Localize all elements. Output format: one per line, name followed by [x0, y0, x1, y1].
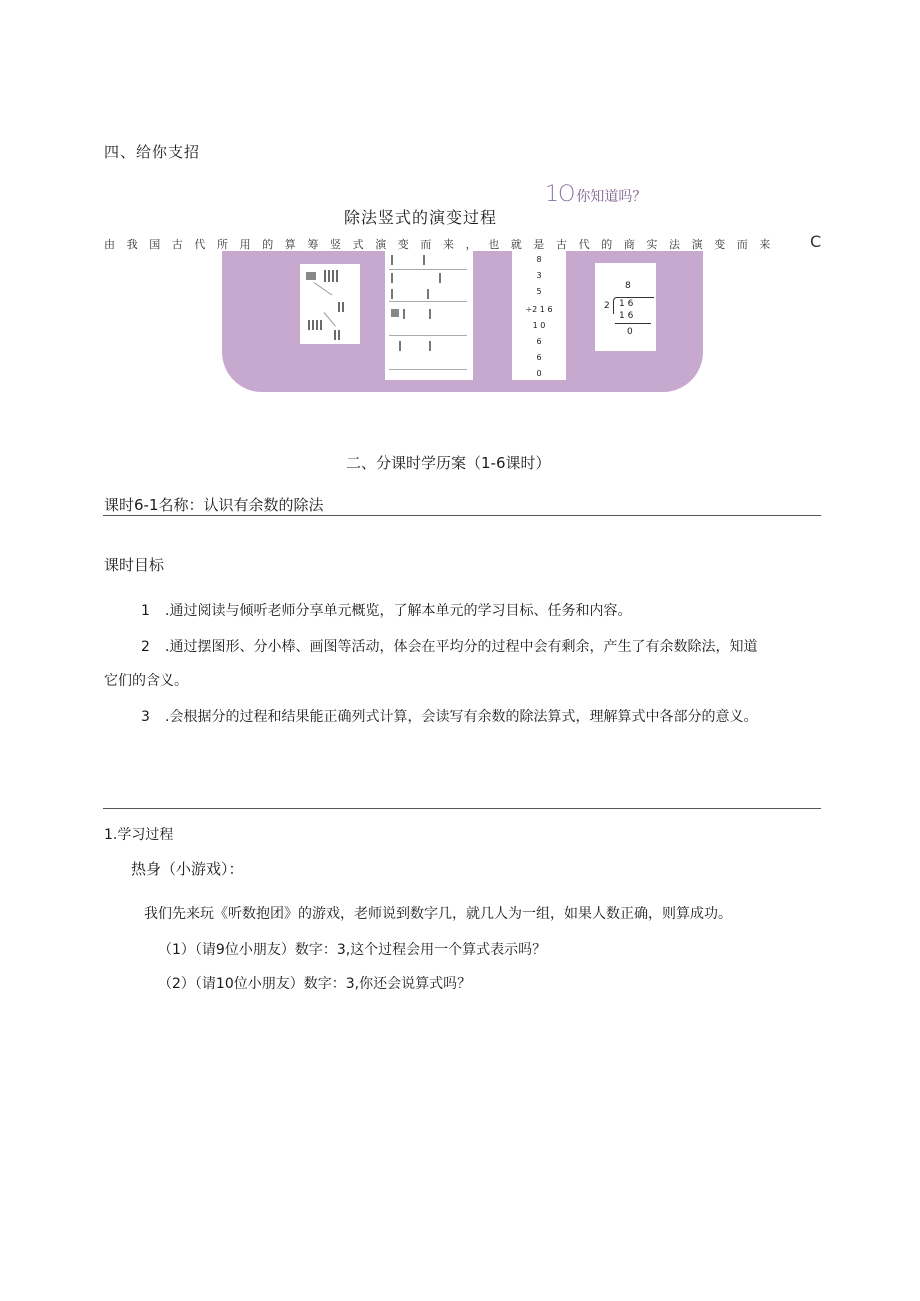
rods-row	[391, 289, 429, 299]
product: 1 6	[619, 311, 634, 321]
divider	[389, 369, 467, 370]
rod-icon	[328, 270, 330, 282]
divider	[389, 301, 467, 302]
goal-item-3	[141, 706, 757, 726]
divider	[103, 515, 821, 516]
rods-row	[399, 341, 431, 351]
figure-caption-end: C	[810, 232, 822, 251]
remainder: 0	[627, 327, 633, 337]
rod-icon	[336, 270, 338, 282]
badge-prefix: 1O	[545, 182, 575, 207]
counting-rods-card-1	[300, 264, 360, 344]
rod-icon	[391, 309, 399, 317]
form-line: ÷2 1 6	[525, 305, 553, 314]
figure-title: 除法竖式的演变过程	[344, 208, 498, 227]
form-line: 6	[536, 353, 542, 362]
lesson-title: 课时6-1名称：认识有余数的除法	[104, 496, 324, 514]
divider	[389, 335, 467, 336]
learning-process-title: 1.学习过程	[104, 827, 174, 843]
figure-caption: 由我国古代所用的算筹竖式演变而来，也就是古代的商实法演变而来	[104, 238, 782, 251]
goal-number: 2	[141, 639, 150, 655]
goal-number: 1	[141, 603, 150, 619]
rod-icon	[308, 320, 310, 330]
form-line: 8	[536, 255, 542, 264]
divisor: 2	[604, 301, 610, 311]
rod-icon	[334, 330, 336, 340]
did-you-know-badge	[545, 182, 646, 207]
arrow-icon	[324, 312, 336, 326]
question-1: （1）（请9位小朋友）数字：3,这个过程会用一个算式表示吗？	[158, 942, 547, 958]
rod-icon	[316, 320, 318, 330]
quotient: 8	[625, 281, 631, 291]
form-line: 0	[536, 369, 542, 378]
section-four-title: 四、给你支招	[104, 143, 201, 161]
rod-icon	[312, 320, 314, 330]
goal-item-1	[141, 600, 631, 620]
rods-row	[391, 273, 441, 283]
division-line	[615, 323, 651, 324]
form-line: 1 0	[532, 321, 546, 330]
section-two-title: 二、分课时学历案（1-6课时）	[346, 454, 551, 472]
division-evolution-figure	[222, 251, 703, 392]
rod-icon	[324, 270, 326, 282]
dividend: 1 6	[619, 299, 634, 309]
rods-row	[403, 309, 431, 319]
goal-text: .会根据分的过程和结果能正确列式计算，会读写有余数的除法算式，理解算式中各部分的意义。	[165, 709, 758, 725]
shang-shi-fa-card	[512, 251, 566, 380]
form-line: 3	[536, 271, 542, 280]
form-line: 5	[536, 287, 542, 296]
warmup-title: 热身（小游戏）：	[131, 860, 244, 878]
counting-rods-card-2	[385, 251, 473, 380]
rods-row	[391, 255, 425, 265]
goal-text: .通过摆图形、分小棒、画图等活动，体会在平均分的过程中会有剩余，产生了有余数除法，知道	[165, 639, 758, 655]
arrow-icon	[314, 282, 333, 295]
divider	[103, 808, 821, 809]
rod-icon	[332, 270, 334, 282]
question-2: （2）（请10位小朋友）数字：3,你还会说算式吗？	[158, 976, 472, 992]
goals-title: 课时目标	[104, 556, 165, 574]
rod-icon	[306, 272, 316, 280]
goal-item-2-continued: 它们的含义。	[104, 673, 188, 689]
goal-item-2	[141, 636, 757, 656]
badge-text: 你知道吗？	[576, 189, 647, 205]
rod-icon	[320, 320, 322, 330]
goal-text: .通过阅读与倾听老师分享单元概览，了解本单元的学习目标、任务和内容。	[165, 603, 632, 619]
rod-icon	[338, 330, 340, 340]
divider	[389, 269, 467, 270]
form-line: 6	[536, 337, 542, 346]
goal-number: 3	[141, 709, 150, 725]
modern-long-division-card	[595, 263, 656, 351]
game-description: 我们先来玩《听数抱团》的游戏，老师说到数字几，就几人为一组，如果人数正确，则算成功。	[144, 906, 732, 922]
rod-icon	[338, 302, 340, 312]
rod-icon	[342, 302, 344, 312]
